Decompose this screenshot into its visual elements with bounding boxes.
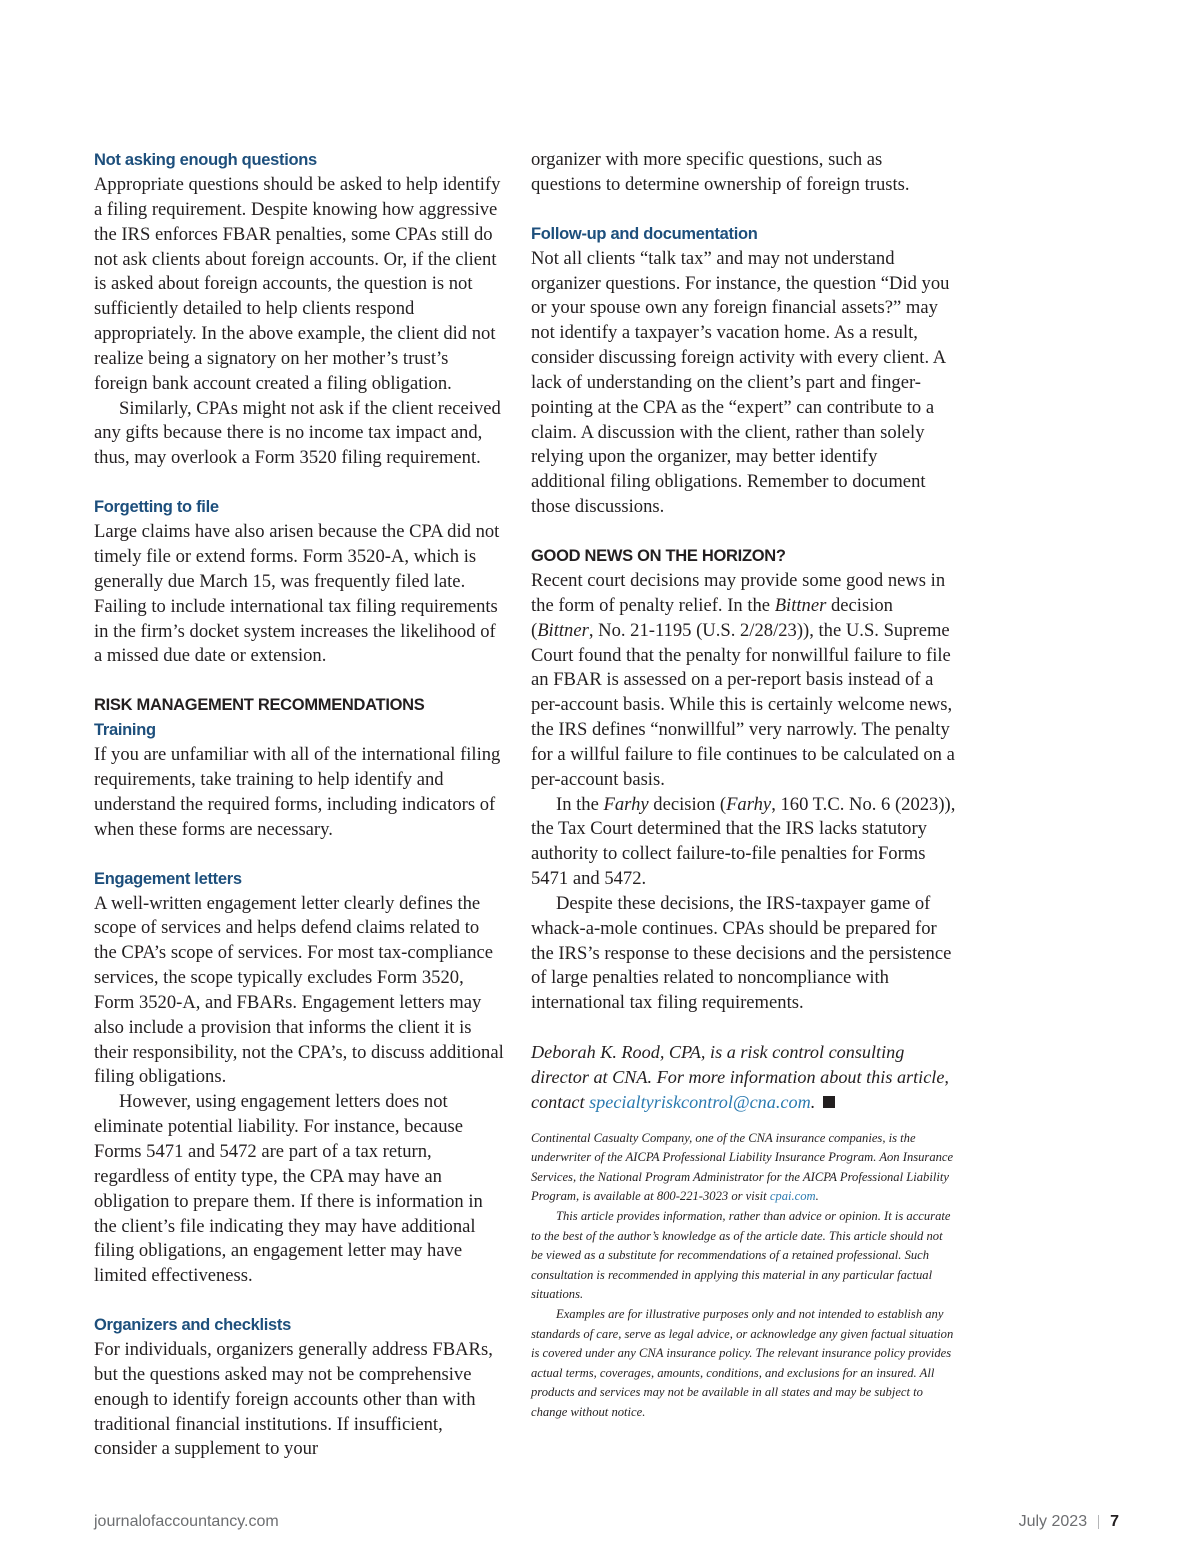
footer-page-info xyxy=(1019,1513,1119,1531)
paragraph-continued: organizer with more specific questions, such as questions to determine ownership of foreign trusts. xyxy=(531,149,910,195)
footer-date: July 2023 xyxy=(1018,1513,1088,1530)
paragraph: Large claims have also arisen because the CPA did not timely file or extend forms. Form 3520-A, which is generally due March 15, was frequently filed late. Failing to include international tax filing requirements in the firm’s docket system increases the likelihood of a missed due date or extension. xyxy=(94,521,500,667)
case-name: Farhy xyxy=(603,793,649,815)
right-column xyxy=(531,148,956,1423)
paragraph: Not all clients “talk tax” and may not understand organizer questions. For instance, the question “Did you or your spouse own any foreign financial assets?” may not identify a taxpayer’s vacation home. As a result, consider discussing foreign activity with every client. A lack of understanding on the client’s part and finger-pointing at the CPA as the “expert” can contribute to a claim. A discussion with the client, rather than solely relying upon the organizer, may better identify additional filing obligations. Remember to document those discussions. xyxy=(531,247,950,518)
email-link[interactable]: specialtyriskcontrol@cna.com xyxy=(589,1091,811,1112)
author-byline: Deborah K. Rood, CPA, is a risk control consulting director at CNA. For more information about this article, contact specialtyriskcontrol@cna.com. xyxy=(531,1042,949,1112)
end-mark-icon xyxy=(823,1096,835,1108)
disclaimer-paragraph: This article provides information, rather than advice or opinion. It is accurate to the best of the author’s knowledge as of the article date. This article should not be viewed as a substitute for recommendations of a retained professional. Such consultation is recommended in applying this material in any particular factual situations. xyxy=(531,1209,951,1302)
paragraph: A well-written engagement letter clearly defines the scope of services and helps defend claims related to the CPA’s scope of services. For most tax-compliance services, the scope typically excludes Form 3520, Form 3520-A, and FBARs. Engagement letters may also include a provision that informs the client it is their responsibility, not the CPA’s, to discuss additional filing obligations. xyxy=(94,892,504,1088)
footer-divider xyxy=(1098,1515,1099,1529)
paragraph: For individuals, organizers generally address FBARs, but the questions asked may not be comprehensive enough to identify foreign accounts other than with traditional financial institutions. If insufficient, consider a supplement to your xyxy=(94,1339,493,1460)
paragraph-bittner: Recent court decisions may provide some good news in the form of penalty relief. In the Bittner decision (Bittner, No. 21-1195 (U.S. 2/28/23)), the U.S. Supreme Court found that the penalty for nonwillful failure to file an FBAR is assessed on a per-report basis instead of a per-account basis. While this is certainly welcome news, the IRS defines “nonwillful” very narrowly. The penalty for a willful failure to file continues to be calculated on a per-account basis. xyxy=(531,569,955,790)
paragraph: However, using engagement letters does not eliminate potential liability. For instance, because Forms 5471 and 5472 are part of a tax return, regardless of entity type, the CPA may have an obligation to prepare them. If there is information in the client’s file indicating they may have additional filing obligations, an engagement letter may have limited effectiveness. xyxy=(94,1091,483,1287)
paragraph: If you are unfamiliar with all of the international filing requirements, take training to help identify and understand the required forms, including indicators of when these forms are necessary. xyxy=(94,744,501,840)
page-number: 7 xyxy=(1110,1513,1119,1530)
paragraph: Appropriate questions should be asked to help identify a filing requirement. Despite knowing how aggressive the IRS enforces FBAR penalties, some CPAs still do not ask clients about foreign accounts. Or, if the client is asked about foreign accounts, the question is not sufficiently detailed to help clients respond appropriately. In the above example, the client did not realize being a signatory on her mother’s trust’s foreign bank account created a filing obligation. xyxy=(94,174,501,394)
heading-risk-management: RISK MANAGEMENT RECOMMENDATIONS xyxy=(94,696,425,715)
left-column xyxy=(94,148,504,1462)
case-name: Bittner xyxy=(537,619,589,641)
cpai-link[interactable]: cpai.com xyxy=(769,1189,816,1204)
paragraph: Despite these decisions, the IRS-taxpayer game of whack-a-mole continues. CPAs should be prepared for the IRS’s response to these decisions and the persistence of large penalties related to noncompliance with international tax filing requirements. xyxy=(531,892,952,1014)
paragraph-farhy: In the Farhy decision (Farhy, 160 T.C. No. 6 (2023)), the Tax Court determined that the IRS lacks statutory authority to collect failure-to-file penalties for Forms 5471 and 5472. xyxy=(531,793,956,890)
case-name: Bittner xyxy=(774,594,827,616)
heading-engagement-letters: Engagement letters xyxy=(94,869,242,888)
heading-follow-up: Follow-up and documentation xyxy=(531,224,758,243)
heading-training: Training xyxy=(94,721,156,740)
footer-site: journalofaccountancy.com xyxy=(94,1513,279,1530)
heading-organizers: Organizers and checklists xyxy=(94,1316,292,1335)
disclaimer-paragraph: Continental Casualty Company, one of the CNA insurance companies, is the underwriter of the AICPA Professional Liability Insurance Program. Aon Insurance Services, the National Program Administrator for the AICPA Professional Liability Program, is available at 800-221-3023 or visit cpai.com. xyxy=(531,1130,954,1204)
heading-not-asking: Not asking enough questions xyxy=(94,151,317,169)
heading-forgetting: Forgetting to file xyxy=(94,498,219,517)
heading-good-news: GOOD NEWS ON THE HORIZON? xyxy=(531,546,786,565)
case-name: Farhy xyxy=(726,793,772,815)
disclaimer-paragraph: Examples are for illustrative purposes only and not intended to establish any standards of care, serve as legal advice, or acknowledge any given factual situation is covered under any CNA insurance policy. The relevant insurance policy provides actual terms, coverages, amounts, conditions, and exclusions for an insured. All products and services may not be available in all states and may be subject to change without notice. xyxy=(531,1307,954,1419)
paragraph: Similarly, CPAs might not ask if the client received any gifts because there is no income tax impact and, thus, may overlook a Form 3520 filing requirement. xyxy=(94,397,501,469)
